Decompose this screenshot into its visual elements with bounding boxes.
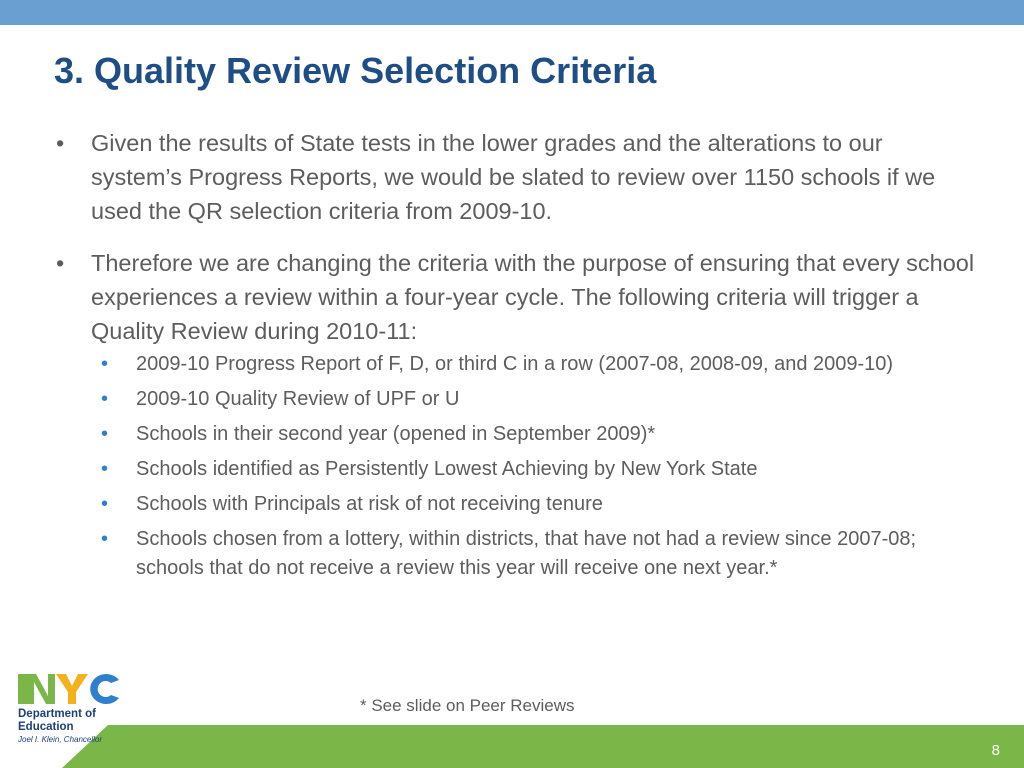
sub-bullet-list: [101, 350, 931, 583]
sub-bullet-text: 2009-10 Quality Review of UPF or U: [136, 388, 460, 410]
sub-bullet-dot-icon: •: [101, 493, 109, 515]
sub-bullet-item: [101, 350, 931, 379]
slide-title: 3. Quality Review Selection Criteria: [54, 50, 657, 91]
sub-bullet-dot-icon: •: [101, 353, 109, 375]
nyc-doe-logo: [18, 672, 128, 745]
sub-bullet-text: Schools identified as Persistently Lowest Achieving by New York State: [136, 458, 758, 480]
sub-bullet-dot-icon: •: [101, 458, 109, 480]
page-number: 8: [991, 742, 1000, 759]
sub-bullet-item: [101, 490, 931, 519]
bullet-dot-icon: •: [56, 250, 65, 276]
sub-bullet-item: [101, 385, 931, 414]
sub-bullet-dot-icon: •: [101, 423, 109, 445]
sub-bullet-text: Schools with Principals at risk of not receiving tenure: [136, 493, 603, 515]
sub-bullet-dot-icon: •: [101, 388, 109, 410]
bullet-text: Given the results of State tests in the lower grades and the alterations to our system’s Progress Reports, we would be slated to review over 1150 schools if we used the QR selection criteria from 2009-10.: [91, 130, 936, 224]
sub-bullet-item: [101, 525, 931, 583]
sub-bullet-text: Schools in their second year (opened in September 2009)*: [136, 423, 656, 445]
sub-bullet-item: [101, 455, 931, 484]
bullet-dot-icon: •: [56, 130, 65, 156]
bullet-list: [56, 126, 976, 601]
sub-bullet-dot-icon: •: [101, 528, 109, 550]
logo-chancellor: Joel I. Klein, Chancellor: [18, 735, 103, 744]
logo-dept-line1: Department of: [18, 708, 96, 720]
bottom-accent-band: [0, 725, 1024, 768]
sub-bullet-item: [101, 420, 931, 449]
bullet-item: [56, 126, 976, 228]
bullet-item: [56, 246, 976, 583]
top-accent-band: [0, 0, 1024, 25]
nyc-logo-icon: [18, 672, 120, 708]
bullet-text: Therefore we are changing the criteria with the purpose of ensuring that every school experiences a review within a four-year cycle. The following criteria will trigger a Quality Review during 2010-11:: [91, 250, 975, 344]
sub-bullet-text: 2009-10 Progress Report of F, D, or third C in a row (2007-08, 2008-09, and 2009-10): [136, 353, 894, 375]
logo-dept-line2: Education: [18, 721, 74, 733]
sub-bullet-text: Schools chosen from a lottery, within districts, that have not had a review since 2007-08; schools that do not receive a review this year will receive one next year.*: [136, 528, 917, 579]
footnote: * See slide on Peer Reviews: [360, 696, 575, 715]
